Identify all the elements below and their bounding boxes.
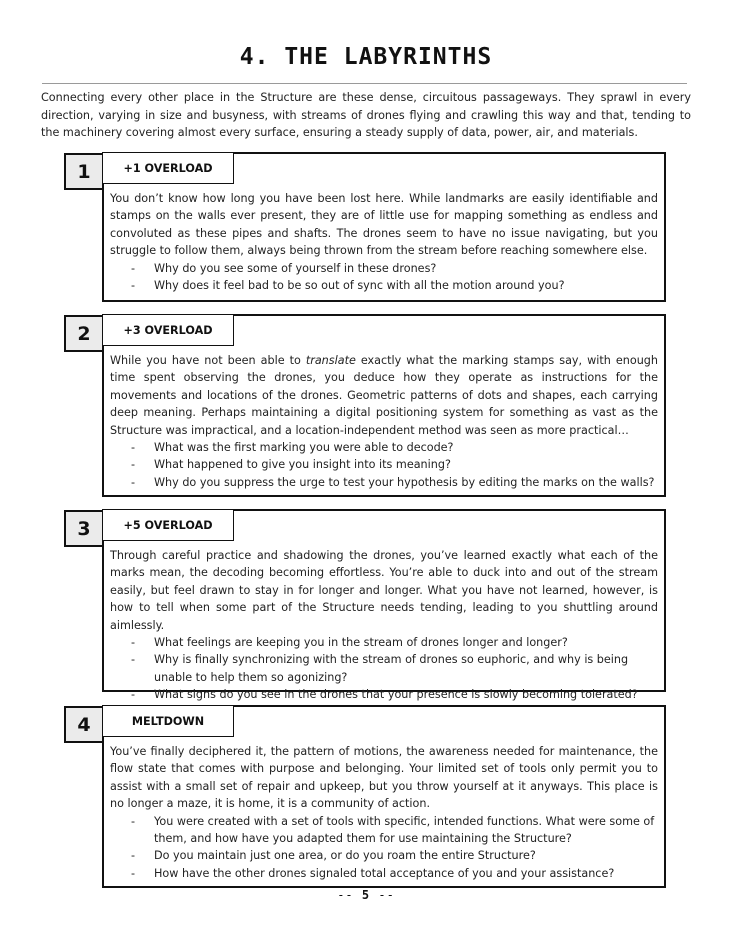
intro-paragraph: Connecting every other place in the Structure are these dense, circuitous passageways. They sprawl in every direction, varying in size and busyness, with streams of drones flying and crawling this way and that, tending to the machinery covering almost every surface, ensuring a steady supply of data, power, air, and materials. [41,91,691,139]
section-box-4 [102,705,666,888]
section-number-tab: 4 [64,706,102,743]
question-item: - Why is finally synchronizing with the stream of drones so euphoric, and why is being unable to help them so agonizing? [110,651,658,686]
question-item: - Why do you see some of yourself in these drones? [110,260,658,277]
question-list [110,260,658,295]
page-title: 4. THE LABYRINTHS [239,44,493,70]
section-body [110,190,658,294]
section-label: +1 OVERLOAD [102,152,234,184]
page-number: 5 [361,888,371,902]
section-paragraph: While you have not been able to translate exactly what the marking stamps say, with enough time spent observing the drones, you deduce how they operate as instructions for the movements and locations of the drones. Geometric patterns of dots and shapes, each carrying deep meaning. Perhaps maintaining a digital positioning system for something as vast as the Structure was impractical, and a location-independent method was seen as more practical… [110,354,658,437]
emphasis-text: translate [305,354,356,367]
section-box-1 [102,152,666,302]
section-box-2 [102,314,666,497]
section-body [110,547,658,704]
question-list [110,634,658,704]
section-paragraph: You’ve finally deciphered it, the pattern of motions, the awareness needed for maintenance, the flow state that comes with purpose and belonging. Your limited set of tools only permit you to assist with a small set of repair and upkeep, but you throw yourself at it anyways. This place is no longer a maze, it is home, it is a community of action. [110,745,658,811]
question-item: - What happened to give you insight into its meaning? [110,456,658,473]
question-list [110,439,658,491]
section-number-tab: 1 [64,153,102,190]
section-body [110,352,658,491]
section-paragraph: You don’t know how long you have been lost here. While landmarks are easily identifiable and stamps on the walls ever present, they are of little use for mapping something as endless and convoluted as these pipes and shafts. The drones seem to have no issue navigating, but you struggle to follow them, always being thrown from the stream before reaching somewhere else. [110,192,658,258]
question-item: - You were created with a set of tools with specific, intended functions. What were some of them, and how have you adapted them for use maintaining the Structure? [110,813,658,848]
section-number-tab: 3 [64,510,102,547]
section-number-tab: 2 [64,315,102,352]
section-label: +5 OVERLOAD [102,509,234,541]
question-item: - What was the first marking you were able to decode? [110,439,658,456]
question-list [110,813,658,883]
section-label: +3 OVERLOAD [102,314,234,346]
question-item: - What signs do you see in the drones that your presence is slowly becoming tolerated? [110,686,658,703]
question-item: - What feelings are keeping you in the stream of drones longer and longer? [110,634,658,651]
section-body [110,743,658,882]
title-divider [42,83,687,84]
question-item: - Do you maintain just one area, or do you roam the entire Structure? [110,847,658,864]
footer-dashes-right: -- [378,888,395,902]
page-footer [0,888,732,902]
question-item: - Why do you suppress the urge to test your hypothesis by editing the marks on the walls? [110,474,658,491]
question-item: - How have the other drones signaled total acceptance of you and your assistance? [110,865,658,882]
footer-dashes-left: -- [337,888,354,902]
question-item: - Why does it feel bad to be so out of sync with all the motion around you? [110,277,658,294]
section-paragraph: Through careful practice and shadowing the drones, you’ve learned exactly what each of the marks mean, the decoding becoming effortless. You’re able to duck into and out of the stream easily, but feel drawn to stay in for longer and longer. What you have not learned, however, is how to tell when some part of the Structure needs tending, leading to you shuttling around aimlessly. [110,549,658,632]
section-box-3 [102,509,666,702]
section-label: MELTDOWN [102,705,234,737]
